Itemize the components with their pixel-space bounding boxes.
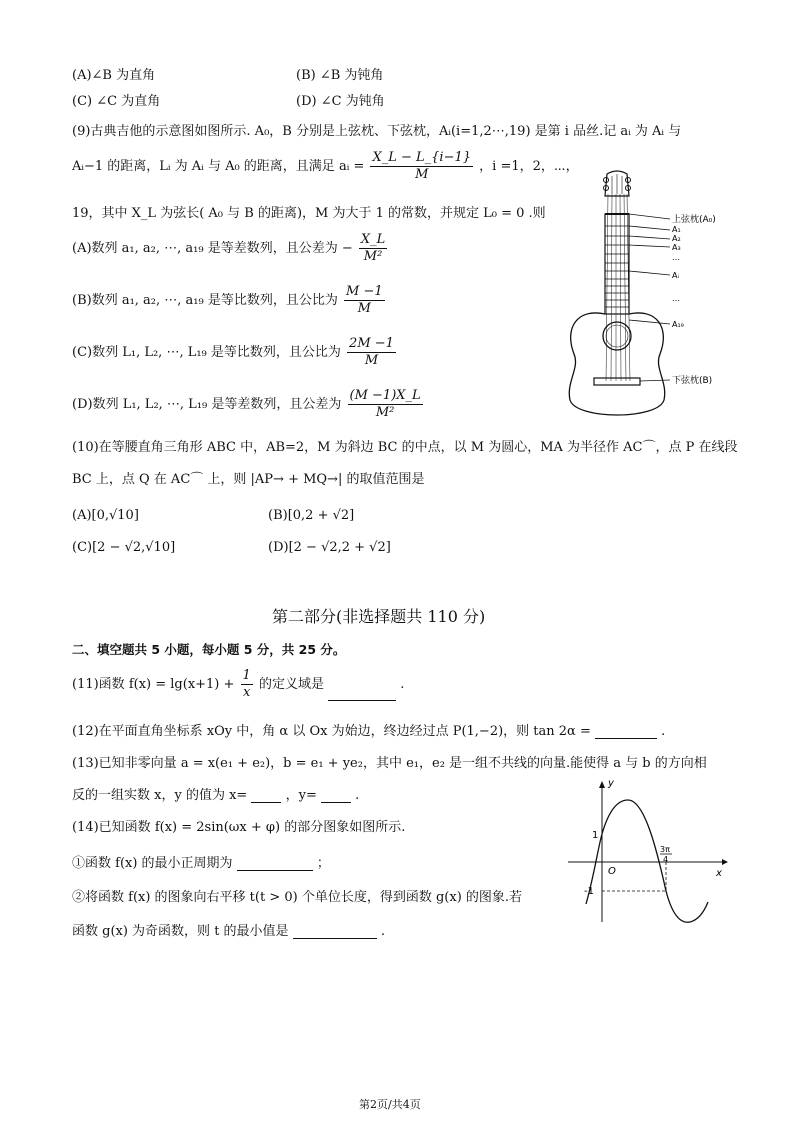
guitar-neck [605,214,629,314]
q14-line4-end: . [380,924,385,939]
q9-option-c [72,336,398,369]
q10-option-a: (A)[0,√10] [72,508,139,523]
label-a2: A₂ [672,234,681,243]
q9-option-b-fraction [344,284,385,317]
q12-end: . [661,724,666,739]
q9-formula-fraction [370,150,473,183]
q10-line2: BC 上，点 Q 在 AC⌒ 上，则 |AP→ + MQ→| 的取值范围是 [72,472,425,487]
x-axis-label: x [716,868,722,879]
label-a1: A₁ [672,225,681,234]
q9-formula-numerator: X_L − L_{i−1} [372,150,472,165]
q9-option-b-den: M [357,301,371,316]
q9-option-a-text: (A)数列 a₁, a₂, ⋯, a₁₉ 是等差数列，且公差为 − [72,241,353,256]
q10-option-c: (C)[2 − √2,√10] [72,540,176,555]
q14-line2 [72,852,330,871]
q14-t-blank[interactable] [293,924,377,939]
q11-end: . [400,677,405,692]
q9-option-b-text: (B)数列 a₁, a₂, ⋯, a₁₉ 是等比数列，且公比为 [72,293,338,308]
q9-option-c-den: M [364,353,379,368]
label-a3: A₃ [672,243,681,252]
origin-label: O [608,866,616,877]
label-ai: Aᵢ [672,271,679,280]
q8-option-c: (C) ∠C 为直角 [72,94,161,109]
label-upper-nut: 上弦枕(A₀) [672,215,716,225]
q12-text: (12)在平面直角坐标系 xOy 中，角 α 以 Ox 为始边，终边经过点 P(1,−2)，则 tan 2α = [72,724,591,739]
q14-line4-pre: 函数 g(x) 为奇函数，则 t 的最小值是 [72,924,289,939]
q9-option-c-text: (C)数列 L₁, L₂, ⋯, L₁₉ 是等比数列，且公比为 [72,345,341,360]
q13-line2-mid: ，y= [285,788,317,803]
q9-option-b [72,284,387,317]
q8-option-b: (B) ∠B 为钝角 [296,68,384,83]
q14-line2-pre: ①函数 f(x) 的最小正周期为 [72,856,233,871]
q13-line2-end: . [355,788,360,803]
q9-option-c-fraction [347,336,396,369]
q11-fraction [241,668,253,701]
q10-option-d: (D)[2 − √2,2 + √2] [268,540,391,555]
q9-option-d [72,388,425,421]
q9-line3: 19，其中 X_L 为弦长( A₀ 与 B 的距离)，M 为大于 1 的常数，并规定 L₀ = 0 .则 [72,206,546,221]
q11-num: 1 [242,668,251,683]
q8-option-d: (D) ∠C 为钝角 [296,94,385,109]
q9-line2-pre: Aᵢ−1 的距离，Lᵢ 为 Aᵢ 与 A₀ 的距离，且满足 aᵢ = [72,159,365,174]
label-ellipsis-2: ⋯ [672,296,680,305]
q9-option-d-text: (D)数列 L₁, L₂, ⋯, L₁₉ 是等差数列，且公差为 [72,397,342,412]
q9-formula-denominator: M [415,167,429,182]
guitar-body [569,313,664,415]
y-axis-arrow [599,781,605,788]
sine-curve [586,800,708,922]
tick-label-1: 1 [592,830,599,841]
guitar-strings [606,194,630,381]
guitar-diagram [562,168,732,422]
q14-period-blank[interactable] [237,856,313,871]
sine-graph [564,776,730,926]
q14-line1: (14)已知函数 f(x) = 2sin(ωx + φ) 的部分图象如图所示. [72,820,406,835]
q10-option-b: (B)[0,2 + √2] [268,508,355,523]
q9-option-a-fraction [359,232,387,265]
q9-option-a-den: M² [363,249,383,264]
q9-line1: (9)古典吉他的示意图如图所示. A₀，B 分别是上弦枕、下弦枕，Aᵢ(i=1,2⋯,19) 是第 i 品丝.记 aᵢ 为 Aᵢ 与 [72,124,682,139]
q9-option-d-fraction [348,388,423,421]
q13-line1: (13)已知非零向量 a = x(e₁ + e₂)，b = e₁ + ye₂，其中 e₁，e₂ 是一组不共线的向量.能使得 a 与 b 的方向相 [72,756,707,771]
q13-line2 [72,784,359,803]
label-lower-nut: 下弦枕(B) [672,376,713,386]
q9-line2 [72,150,579,183]
label-ellipsis-1: ⋯ [672,255,680,264]
q11-answer-blank[interactable] [328,686,396,701]
q11-post: 的定义域是 [258,677,324,692]
y-axis-label: y [608,778,614,789]
guitar-frets [605,226,629,307]
part2-title: 第二部分(非选择题共 110 分) [272,607,486,626]
page-footer: 第2页/共4页 [359,1098,421,1111]
q9-option-d-num: (M −1)X_L [349,388,421,403]
bridge [594,378,640,385]
x-axis-arrow [722,859,728,865]
q14-line4 [72,920,385,939]
q14-line3: ②将函数 f(x) 的图象向右平移 t(t > 0) 个单位长度，得到函数 g(x) 的图象.若 [72,890,523,905]
tick-label-neg1: -1 [584,886,594,897]
label-a19: A₁₉ [672,320,684,329]
q9-option-a [72,232,389,265]
q11-line [72,668,404,701]
q9-option-b-num: M −1 [346,284,383,299]
q14-line2-end: ； [316,856,330,871]
q9-line2-post: ，i =1，2，⋯， [479,159,579,174]
q9-option-c-num: 2M −1 [349,336,394,351]
q12-line [72,720,665,739]
q11-den: x [243,685,251,700]
q9-option-a-num: X_L [360,232,386,247]
q13-y-blank[interactable] [321,788,351,803]
tick-label-4: 4 [663,855,669,864]
tick-label-3pi: 3π [660,845,670,854]
q9-option-d-den: M² [375,405,395,420]
q13-line2-pre: 反的一组实数 x，y 的值为 x= [72,788,248,803]
q11-pre: (11)函数 f(x) = lg(x+1) + [72,677,235,692]
q10-line1: (10)在等腰直角三角形 ABC 中，AB=2，M 为斜边 BC 的中点，以 M 为圆心，MA 为半径作 AC⌒，点 P 在线段 [72,440,738,455]
q12-answer-blank[interactable] [595,724,657,739]
q13-x-blank[interactable] [251,788,281,803]
section2-header: 二、填空题共 5 小题，每小题 5 分，共 25 分。 [72,642,346,657]
sound-hole [603,322,631,350]
q8-option-a: (A)∠B 为直角 [72,68,156,83]
